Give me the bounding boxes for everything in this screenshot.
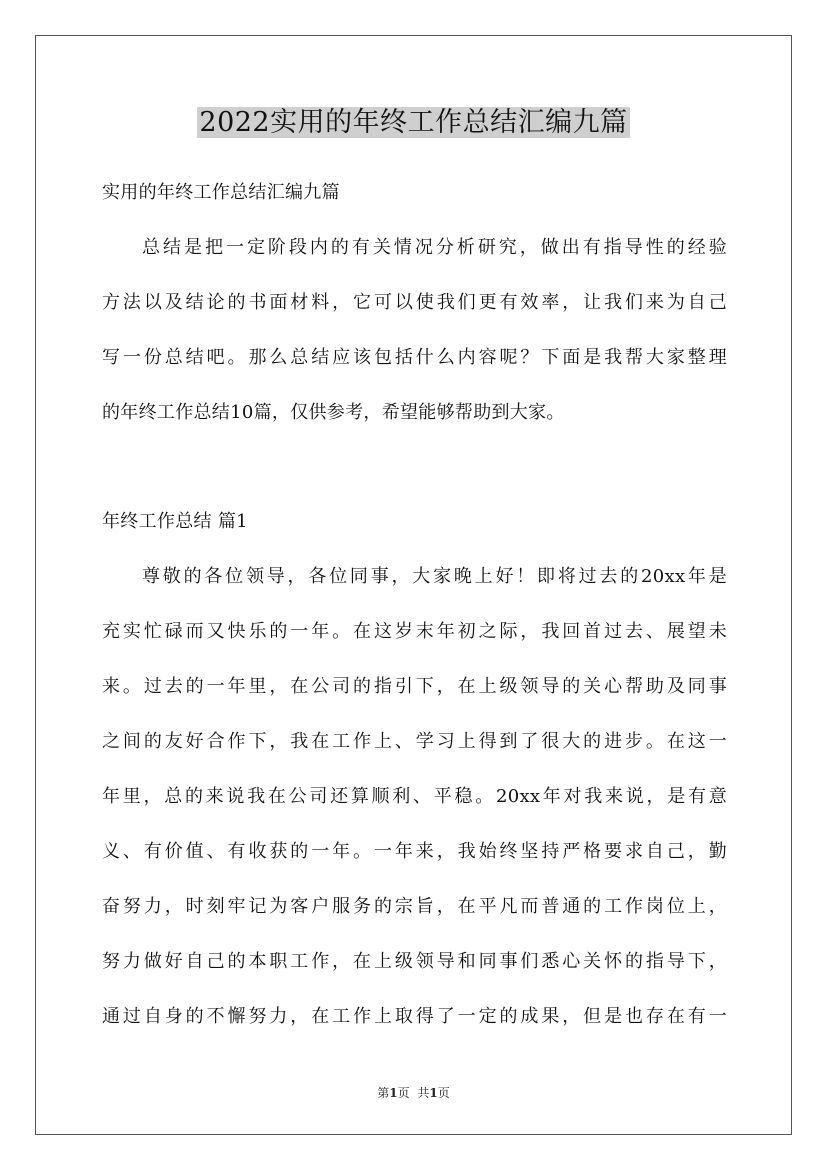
intro-line: 写一份总结吧。那么总结应该包括什么内容呢？下面是我帮大家整理 (102, 347, 727, 368)
document-body (102, 165, 727, 1044)
total-suffix: 页 (437, 1086, 450, 1100)
page-total: 1 (429, 1086, 438, 1100)
body-line: 义、有价值、有收获的一年。一年来，我始终坚持严格要求自己，勤 (102, 841, 727, 862)
body-line: 之间的友好合作下，我在工作上、学习上得到了很大的进步。在这一 (102, 731, 727, 752)
document-title-text: 2022实用的年终工作总结汇编九篇 (199, 107, 628, 138)
document-title (0, 103, 827, 143)
intro-line: 的年终工作总结10篇，仅供参考，希望能够帮助到大家。 (102, 402, 565, 423)
body-line: 努力做好自己的本职工作，在上级领导和同事们悉心关怀的指导下， (102, 951, 727, 972)
intro-line: 总结是把一定阶段内的有关情况分析研究，做出有指导性的经验 (142, 237, 727, 258)
body-line: 通过自身的不懈努力，在工作上取得了一定的成果，但是也存在有一 (102, 1006, 727, 1027)
total-prefix: 共 (417, 1086, 430, 1100)
page-suffix: 页 (397, 1086, 410, 1100)
intro-line: 方法以及结论的书面材料，它可以使我们更有效率，让我们来为自己 (102, 292, 727, 313)
page-footer (0, 1085, 827, 1101)
subtitle: 实用的年终工作总结汇编九篇 (102, 182, 340, 203)
body-line: 尊敬的各位领导，各位同事，大家晚上好！即将过去的20xx年是 (142, 566, 727, 587)
body-line: 年里，总的来说我在公司还算顺利、平稳。20xx年对我来说，是有意 (102, 786, 727, 807)
body-line: 来。过去的一年里，在公司的指引下，在上级领导的关心帮助及同事 (102, 676, 727, 697)
paragraph-gap (102, 440, 727, 494)
section-heading: 年终工作总结 篇1 (102, 511, 248, 532)
body-line: 奋努力，时刻牢记为客户服务的宗旨，在平凡而普通的工作岗位上， (102, 896, 727, 917)
page-current: 1 (389, 1086, 398, 1100)
page-prefix: 第 (377, 1086, 390, 1100)
body-line: 充实忙碌而又快乐的一年。在这岁末年初之际，我回首过去、展望未 (102, 621, 727, 642)
